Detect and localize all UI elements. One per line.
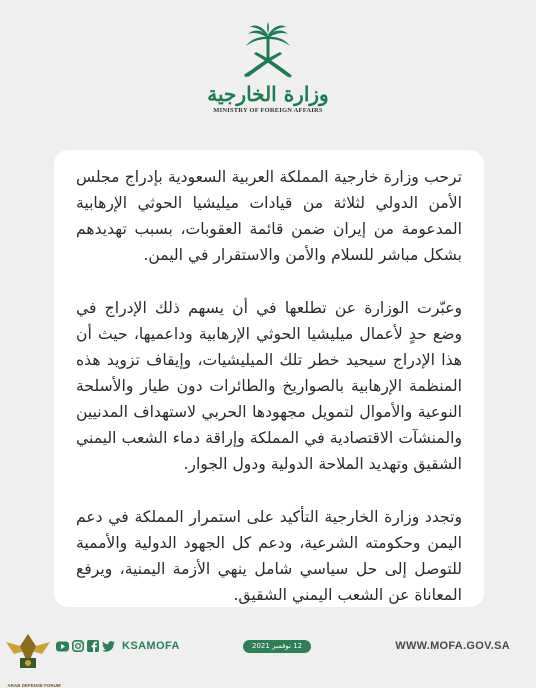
- social-handle[interactable]: KSAMOFA: [122, 640, 180, 652]
- statement-paragraph-1: ترحب وزارة خارجية المملكة العربية السعودية بإدراج مجلس الأمن الدولي لثلاثة من قيادات ميليشيا الحوثي الإرهابية المدعومة من إيران ضمن قائمة العقوبات، بسبب تهديدهم بشكل مباشر للسلام والأمن والاستقرار في اليمن.: [76, 168, 462, 264]
- saudi-emblem-icon: [240, 22, 296, 80]
- statement-paragraph-3: وتجدد وزارة الخارجية التأكيد على استمرار المملكة في دعم اليمن وحكومته الشرعية، ودعم كل الجهود الدولية والأممية للتوصل إلى حل سياسي شامل ينهي الأزمة اليمنية، ويرفع المعاناة عن الشعب اليمني الشقيق.: [76, 508, 462, 604]
- statement-card: [54, 150, 484, 607]
- youtube-icon[interactable]: [56, 637, 69, 656]
- twitter-icon[interactable]: [102, 637, 115, 656]
- date-badge: 12 نوفمبر 2021: [243, 640, 311, 653]
- ministry-name-english: MINISTRY OF FOREIGN AFFAIRS: [213, 107, 323, 114]
- instagram-icon[interactable]: [72, 637, 84, 656]
- forum-watermark: [2, 628, 61, 688]
- facebook-icon[interactable]: [87, 637, 99, 656]
- footer: [0, 632, 536, 662]
- ministry-name-arabic: وزارة الخارجية: [207, 82, 329, 106]
- forum-watermark-label: ARAB DEFENSE FORUM: [7, 683, 61, 688]
- statement-paragraph-2: وعبّرت الوزارة عن تطلعها في أن يسهم ذلك الإدراج في وضع حدٍ لأعمال ميليشيا الحوثي الإرهابية وداعميها، حيث أن هذا الإدراج سيحيد خطر تلك الميليشيات، وإيقاف تزويد هذه المنظمة الإرهابية بالصواريخ والطائرات دون طيار والأسلحة النوعية والأموال لتمويل مجهودها الحربي لاستهداف المدنيين والمنشآت الاقتصادية في المملكة وإراقة دماء الشعب اليمني الشقيق وتهديد الملاحة الدولية ودول الجوار.: [76, 299, 462, 473]
- forum-badge-icon: [2, 628, 54, 680]
- social-links: [56, 639, 180, 653]
- ministry-logo: [0, 22, 536, 114]
- website-link[interactable]: WWW.MOFA.GOV.SA: [395, 640, 510, 652]
